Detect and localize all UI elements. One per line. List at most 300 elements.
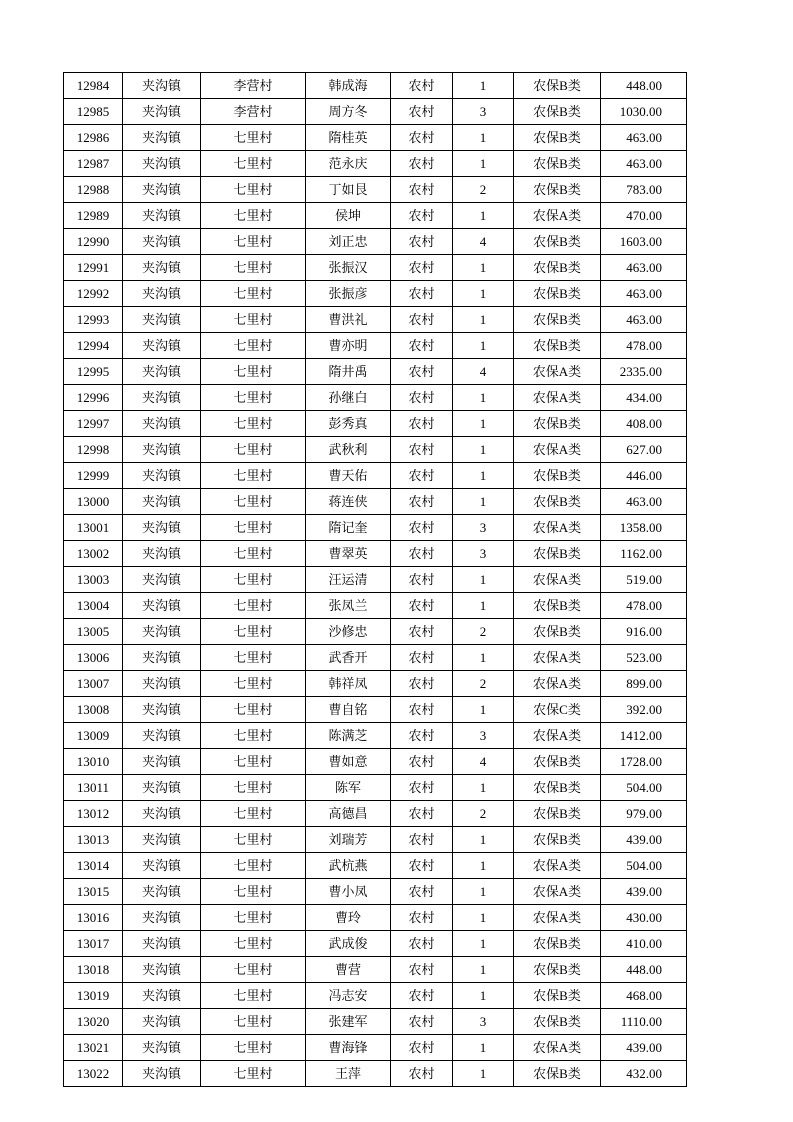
cell-id: 12991 xyxy=(64,255,123,281)
cell-type: 农村 xyxy=(391,515,453,541)
cell-category: 农保B类 xyxy=(514,281,601,307)
cell-name: 张振汉 xyxy=(306,255,391,281)
cell-category: 农保B类 xyxy=(514,1009,601,1035)
cell-town: 夹沟镇 xyxy=(123,203,201,229)
cell-name: 曹洪礼 xyxy=(306,307,391,333)
cell-id: 12985 xyxy=(64,99,123,125)
cell-category: 农保A类 xyxy=(514,567,601,593)
cell-town: 夹沟镇 xyxy=(123,359,201,385)
cell-name: 隋记奎 xyxy=(306,515,391,541)
table-row xyxy=(64,645,687,671)
cell-village: 七里村 xyxy=(201,1009,306,1035)
cell-category: 农保B类 xyxy=(514,983,601,1009)
cell-village: 七里村 xyxy=(201,437,306,463)
cell-name: 范永庆 xyxy=(306,151,391,177)
cell-id: 13009 xyxy=(64,723,123,749)
cell-id: 12984 xyxy=(64,73,123,99)
table-row xyxy=(64,879,687,905)
cell-type: 农村 xyxy=(391,437,453,463)
cell-village: 七里村 xyxy=(201,489,306,515)
cell-amount: 1412.00 xyxy=(601,723,687,749)
cell-amount: 1030.00 xyxy=(601,99,687,125)
cell-type: 农村 xyxy=(391,177,453,203)
cell-town: 夹沟镇 xyxy=(123,879,201,905)
cell-village: 七里村 xyxy=(201,775,306,801)
table-row xyxy=(64,489,687,515)
cell-category: 农保B类 xyxy=(514,73,601,99)
cell-amount: 410.00 xyxy=(601,931,687,957)
cell-amount: 430.00 xyxy=(601,905,687,931)
table-row xyxy=(64,73,687,99)
cell-name: 武成俊 xyxy=(306,931,391,957)
cell-id: 13005 xyxy=(64,619,123,645)
cell-amount: 439.00 xyxy=(601,879,687,905)
cell-amount: 1110.00 xyxy=(601,1009,687,1035)
cell-type: 农村 xyxy=(391,385,453,411)
cell-count: 1 xyxy=(453,645,514,671)
cell-village: 七里村 xyxy=(201,255,306,281)
cell-amount: 439.00 xyxy=(601,827,687,853)
cell-name: 陈满芝 xyxy=(306,723,391,749)
cell-town: 夹沟镇 xyxy=(123,697,201,723)
cell-category: 农保B类 xyxy=(514,827,601,853)
cell-town: 夹沟镇 xyxy=(123,437,201,463)
cell-town: 夹沟镇 xyxy=(123,593,201,619)
cell-amount: 1728.00 xyxy=(601,749,687,775)
cell-count: 1 xyxy=(453,463,514,489)
cell-name: 曹亦明 xyxy=(306,333,391,359)
cell-type: 农村 xyxy=(391,203,453,229)
table-row xyxy=(64,463,687,489)
cell-name: 曹海锋 xyxy=(306,1035,391,1061)
cell-name: 冯志安 xyxy=(306,983,391,1009)
cell-village: 李营村 xyxy=(201,73,306,99)
table-row xyxy=(64,931,687,957)
cell-town: 夹沟镇 xyxy=(123,281,201,307)
cell-amount: 463.00 xyxy=(601,307,687,333)
cell-type: 农村 xyxy=(391,255,453,281)
cell-amount: 408.00 xyxy=(601,411,687,437)
cell-id: 13014 xyxy=(64,853,123,879)
cell-town: 夹沟镇 xyxy=(123,567,201,593)
cell-village: 李营村 xyxy=(201,99,306,125)
cell-name: 曹翠英 xyxy=(306,541,391,567)
cell-category: 农保B类 xyxy=(514,775,601,801)
cell-town: 夹沟镇 xyxy=(123,463,201,489)
cell-amount: 463.00 xyxy=(601,489,687,515)
table-row xyxy=(64,515,687,541)
cell-name: 曹小凤 xyxy=(306,879,391,905)
cell-amount: 1603.00 xyxy=(601,229,687,255)
cell-village: 七里村 xyxy=(201,281,306,307)
cell-amount: 916.00 xyxy=(601,619,687,645)
cell-id: 13016 xyxy=(64,905,123,931)
cell-village: 七里村 xyxy=(201,463,306,489)
cell-type: 农村 xyxy=(391,619,453,645)
table-row xyxy=(64,983,687,1009)
cell-count: 1 xyxy=(453,437,514,463)
cell-amount: 470.00 xyxy=(601,203,687,229)
cell-count: 1 xyxy=(453,203,514,229)
cell-town: 夹沟镇 xyxy=(123,1035,201,1061)
cell-id: 13008 xyxy=(64,697,123,723)
cell-type: 农村 xyxy=(391,1009,453,1035)
cell-village: 七里村 xyxy=(201,567,306,593)
cell-town: 夹沟镇 xyxy=(123,307,201,333)
cell-category: 农保B类 xyxy=(514,411,601,437)
cell-amount: 783.00 xyxy=(601,177,687,203)
cell-type: 农村 xyxy=(391,333,453,359)
cell-category: 农保A类 xyxy=(514,1035,601,1061)
cell-type: 农村 xyxy=(391,827,453,853)
cell-amount: 979.00 xyxy=(601,801,687,827)
cell-count: 3 xyxy=(453,541,514,567)
cell-category: 农保B类 xyxy=(514,177,601,203)
cell-id: 12997 xyxy=(64,411,123,437)
cell-town: 夹沟镇 xyxy=(123,333,201,359)
cell-town: 夹沟镇 xyxy=(123,255,201,281)
cell-category: 农保A类 xyxy=(514,359,601,385)
cell-town: 夹沟镇 xyxy=(123,645,201,671)
cell-category: 农保A类 xyxy=(514,515,601,541)
cell-count: 1 xyxy=(453,905,514,931)
cell-category: 农保B类 xyxy=(514,931,601,957)
cell-name: 隋井禹 xyxy=(306,359,391,385)
cell-type: 农村 xyxy=(391,1061,453,1087)
cell-amount: 519.00 xyxy=(601,567,687,593)
table-row xyxy=(64,125,687,151)
cell-amount: 448.00 xyxy=(601,957,687,983)
cell-name: 曹玲 xyxy=(306,905,391,931)
cell-town: 夹沟镇 xyxy=(123,73,201,99)
table-row xyxy=(64,567,687,593)
cell-type: 农村 xyxy=(391,775,453,801)
cell-village: 七里村 xyxy=(201,593,306,619)
cell-count: 3 xyxy=(453,99,514,125)
cell-count: 2 xyxy=(453,177,514,203)
cell-amount: 446.00 xyxy=(601,463,687,489)
cell-village: 七里村 xyxy=(201,411,306,437)
cell-count: 4 xyxy=(453,229,514,255)
cell-id: 13015 xyxy=(64,879,123,905)
cell-amount: 432.00 xyxy=(601,1061,687,1087)
cell-type: 农村 xyxy=(391,99,453,125)
cell-name: 沙修忠 xyxy=(306,619,391,645)
table-row xyxy=(64,541,687,567)
table-row xyxy=(64,151,687,177)
cell-type: 农村 xyxy=(391,359,453,385)
cell-id: 12992 xyxy=(64,281,123,307)
table-row xyxy=(64,177,687,203)
table-row xyxy=(64,307,687,333)
table-row xyxy=(64,333,687,359)
cell-name: 丁如艮 xyxy=(306,177,391,203)
cell-amount: 392.00 xyxy=(601,697,687,723)
table-row xyxy=(64,411,687,437)
table-row xyxy=(64,385,687,411)
cell-count: 1 xyxy=(453,281,514,307)
table-row xyxy=(64,957,687,983)
cell-town: 夹沟镇 xyxy=(123,957,201,983)
cell-count: 1 xyxy=(453,879,514,905)
cell-village: 七里村 xyxy=(201,125,306,151)
cell-category: 农保B类 xyxy=(514,99,601,125)
table-row xyxy=(64,827,687,853)
cell-amount: 504.00 xyxy=(601,775,687,801)
cell-count: 3 xyxy=(453,723,514,749)
table-body xyxy=(64,73,687,1087)
cell-type: 农村 xyxy=(391,411,453,437)
cell-town: 夹沟镇 xyxy=(123,489,201,515)
cell-name: 张建军 xyxy=(306,1009,391,1035)
cell-village: 七里村 xyxy=(201,879,306,905)
cell-amount: 627.00 xyxy=(601,437,687,463)
cell-amount: 1162.00 xyxy=(601,541,687,567)
cell-type: 农村 xyxy=(391,229,453,255)
table-row xyxy=(64,853,687,879)
cell-town: 夹沟镇 xyxy=(123,671,201,697)
cell-name: 武秋利 xyxy=(306,437,391,463)
cell-category: 农保A类 xyxy=(514,853,601,879)
cell-count: 1 xyxy=(453,489,514,515)
cell-amount: 468.00 xyxy=(601,983,687,1009)
cell-count: 1 xyxy=(453,1035,514,1061)
table-row xyxy=(64,1009,687,1035)
cell-village: 七里村 xyxy=(201,957,306,983)
cell-town: 夹沟镇 xyxy=(123,801,201,827)
cell-village: 七里村 xyxy=(201,905,306,931)
table-row xyxy=(64,229,687,255)
cell-village: 七里村 xyxy=(201,515,306,541)
cell-id: 13002 xyxy=(64,541,123,567)
cell-category: 农保B类 xyxy=(514,255,601,281)
cell-town: 夹沟镇 xyxy=(123,853,201,879)
cell-town: 夹沟镇 xyxy=(123,1009,201,1035)
cell-type: 农村 xyxy=(391,749,453,775)
cell-village: 七里村 xyxy=(201,359,306,385)
cell-town: 夹沟镇 xyxy=(123,229,201,255)
cell-category: 农保A类 xyxy=(514,437,601,463)
cell-category: 农保A类 xyxy=(514,645,601,671)
cell-id: 13007 xyxy=(64,671,123,697)
cell-name: 张凤兰 xyxy=(306,593,391,619)
cell-town: 夹沟镇 xyxy=(123,827,201,853)
cell-count: 1 xyxy=(453,411,514,437)
cell-name: 曹自铭 xyxy=(306,697,391,723)
cell-village: 七里村 xyxy=(201,697,306,723)
cell-type: 农村 xyxy=(391,853,453,879)
cell-category: 农保A类 xyxy=(514,385,601,411)
cell-town: 夹沟镇 xyxy=(123,931,201,957)
cell-id: 12996 xyxy=(64,385,123,411)
cell-village: 七里村 xyxy=(201,1061,306,1087)
cell-count: 1 xyxy=(453,593,514,619)
table-row xyxy=(64,801,687,827)
cell-id: 13006 xyxy=(64,645,123,671)
cell-count: 1 xyxy=(453,853,514,879)
cell-name: 王萍 xyxy=(306,1061,391,1087)
cell-id: 13001 xyxy=(64,515,123,541)
cell-name: 曹营 xyxy=(306,957,391,983)
cell-village: 七里村 xyxy=(201,853,306,879)
cell-village: 七里村 xyxy=(201,151,306,177)
cell-amount: 448.00 xyxy=(601,73,687,99)
table-row xyxy=(64,749,687,775)
cell-town: 夹沟镇 xyxy=(123,125,201,151)
cell-id: 12987 xyxy=(64,151,123,177)
cell-id: 13012 xyxy=(64,801,123,827)
cell-count: 1 xyxy=(453,697,514,723)
cell-town: 夹沟镇 xyxy=(123,1061,201,1087)
cell-category: 农保A类 xyxy=(514,723,601,749)
cell-id: 13019 xyxy=(64,983,123,1009)
cell-id: 12986 xyxy=(64,125,123,151)
cell-village: 七里村 xyxy=(201,827,306,853)
cell-id: 13010 xyxy=(64,749,123,775)
cell-type: 农村 xyxy=(391,723,453,749)
cell-type: 农村 xyxy=(391,931,453,957)
cell-village: 七里村 xyxy=(201,645,306,671)
cell-count: 2 xyxy=(453,671,514,697)
cell-category: 农保B类 xyxy=(514,619,601,645)
cell-name: 隋桂英 xyxy=(306,125,391,151)
cell-id: 13011 xyxy=(64,775,123,801)
cell-type: 农村 xyxy=(391,957,453,983)
cell-village: 七里村 xyxy=(201,983,306,1009)
cell-village: 七里村 xyxy=(201,385,306,411)
cell-town: 夹沟镇 xyxy=(123,515,201,541)
cell-type: 农村 xyxy=(391,307,453,333)
cell-amount: 463.00 xyxy=(601,281,687,307)
cell-name: 曹如意 xyxy=(306,749,391,775)
cell-id: 12990 xyxy=(64,229,123,255)
cell-category: 农保C类 xyxy=(514,697,601,723)
table-row xyxy=(64,619,687,645)
cell-name: 孙继白 xyxy=(306,385,391,411)
cell-town: 夹沟镇 xyxy=(123,385,201,411)
cell-name: 曹天佑 xyxy=(306,463,391,489)
cell-category: 农保B类 xyxy=(514,749,601,775)
cell-category: 农保B类 xyxy=(514,229,601,255)
cell-village: 七里村 xyxy=(201,619,306,645)
cell-category: 农保B类 xyxy=(514,489,601,515)
cell-category: 农保B类 xyxy=(514,151,601,177)
cell-count: 1 xyxy=(453,125,514,151)
cell-village: 七里村 xyxy=(201,541,306,567)
table-row xyxy=(64,255,687,281)
cell-category: 农保B类 xyxy=(514,1061,601,1087)
cell-count: 1 xyxy=(453,567,514,593)
cell-village: 七里村 xyxy=(201,177,306,203)
cell-town: 夹沟镇 xyxy=(123,177,201,203)
cell-amount: 463.00 xyxy=(601,255,687,281)
table-row xyxy=(64,1061,687,1087)
cell-id: 12994 xyxy=(64,333,123,359)
cell-category: 农保B类 xyxy=(514,593,601,619)
cell-village: 七里村 xyxy=(201,801,306,827)
cell-name: 武杭燕 xyxy=(306,853,391,879)
cell-count: 1 xyxy=(453,333,514,359)
cell-type: 农村 xyxy=(391,489,453,515)
cell-count: 3 xyxy=(453,1009,514,1035)
cell-id: 12999 xyxy=(64,463,123,489)
cell-type: 农村 xyxy=(391,1035,453,1061)
cell-name: 武香开 xyxy=(306,645,391,671)
cell-count: 1 xyxy=(453,827,514,853)
cell-count: 1 xyxy=(453,957,514,983)
cell-name: 侯坤 xyxy=(306,203,391,229)
cell-type: 农村 xyxy=(391,645,453,671)
table-row xyxy=(64,671,687,697)
cell-type: 农村 xyxy=(391,541,453,567)
cell-town: 夹沟镇 xyxy=(123,151,201,177)
cell-count: 4 xyxy=(453,359,514,385)
cell-type: 农村 xyxy=(391,983,453,1009)
cell-town: 夹沟镇 xyxy=(123,983,201,1009)
cell-count: 1 xyxy=(453,775,514,801)
cell-category: 农保B类 xyxy=(514,307,601,333)
cell-count: 3 xyxy=(453,515,514,541)
cell-count: 1 xyxy=(453,255,514,281)
cell-town: 夹沟镇 xyxy=(123,723,201,749)
cell-amount: 434.00 xyxy=(601,385,687,411)
cell-village: 七里村 xyxy=(201,671,306,697)
cell-village: 七里村 xyxy=(201,1035,306,1061)
cell-name: 蒋连侠 xyxy=(306,489,391,515)
cell-id: 13017 xyxy=(64,931,123,957)
cell-category: 农保B类 xyxy=(514,463,601,489)
cell-category: 农保B类 xyxy=(514,957,601,983)
cell-amount: 478.00 xyxy=(601,333,687,359)
table-row xyxy=(64,203,687,229)
cell-amount: 1358.00 xyxy=(601,515,687,541)
cell-amount: 504.00 xyxy=(601,853,687,879)
cell-type: 农村 xyxy=(391,73,453,99)
cell-id: 13003 xyxy=(64,567,123,593)
cell-id: 13020 xyxy=(64,1009,123,1035)
cell-count: 1 xyxy=(453,931,514,957)
cell-village: 七里村 xyxy=(201,203,306,229)
cell-name: 刘正忠 xyxy=(306,229,391,255)
cell-name: 汪运清 xyxy=(306,567,391,593)
cell-amount: 523.00 xyxy=(601,645,687,671)
cell-id: 13004 xyxy=(64,593,123,619)
cell-count: 1 xyxy=(453,983,514,1009)
cell-village: 七里村 xyxy=(201,307,306,333)
cell-name: 彭秀真 xyxy=(306,411,391,437)
cell-town: 夹沟镇 xyxy=(123,905,201,931)
cell-category: 农保B类 xyxy=(514,125,601,151)
cell-name: 韩祥凤 xyxy=(306,671,391,697)
table-row xyxy=(64,723,687,749)
cell-type: 农村 xyxy=(391,801,453,827)
cell-village: 七里村 xyxy=(201,229,306,255)
table-row xyxy=(64,775,687,801)
cell-category: 农保A类 xyxy=(514,203,601,229)
cell-type: 农村 xyxy=(391,593,453,619)
cell-amount: 463.00 xyxy=(601,151,687,177)
table-row xyxy=(64,1035,687,1061)
cell-type: 农村 xyxy=(391,281,453,307)
cell-village: 七里村 xyxy=(201,931,306,957)
table-row xyxy=(64,593,687,619)
payment-table xyxy=(63,72,687,1087)
cell-type: 农村 xyxy=(391,697,453,723)
cell-town: 夹沟镇 xyxy=(123,619,201,645)
cell-name: 刘瑞芳 xyxy=(306,827,391,853)
cell-type: 农村 xyxy=(391,567,453,593)
cell-village: 七里村 xyxy=(201,333,306,359)
